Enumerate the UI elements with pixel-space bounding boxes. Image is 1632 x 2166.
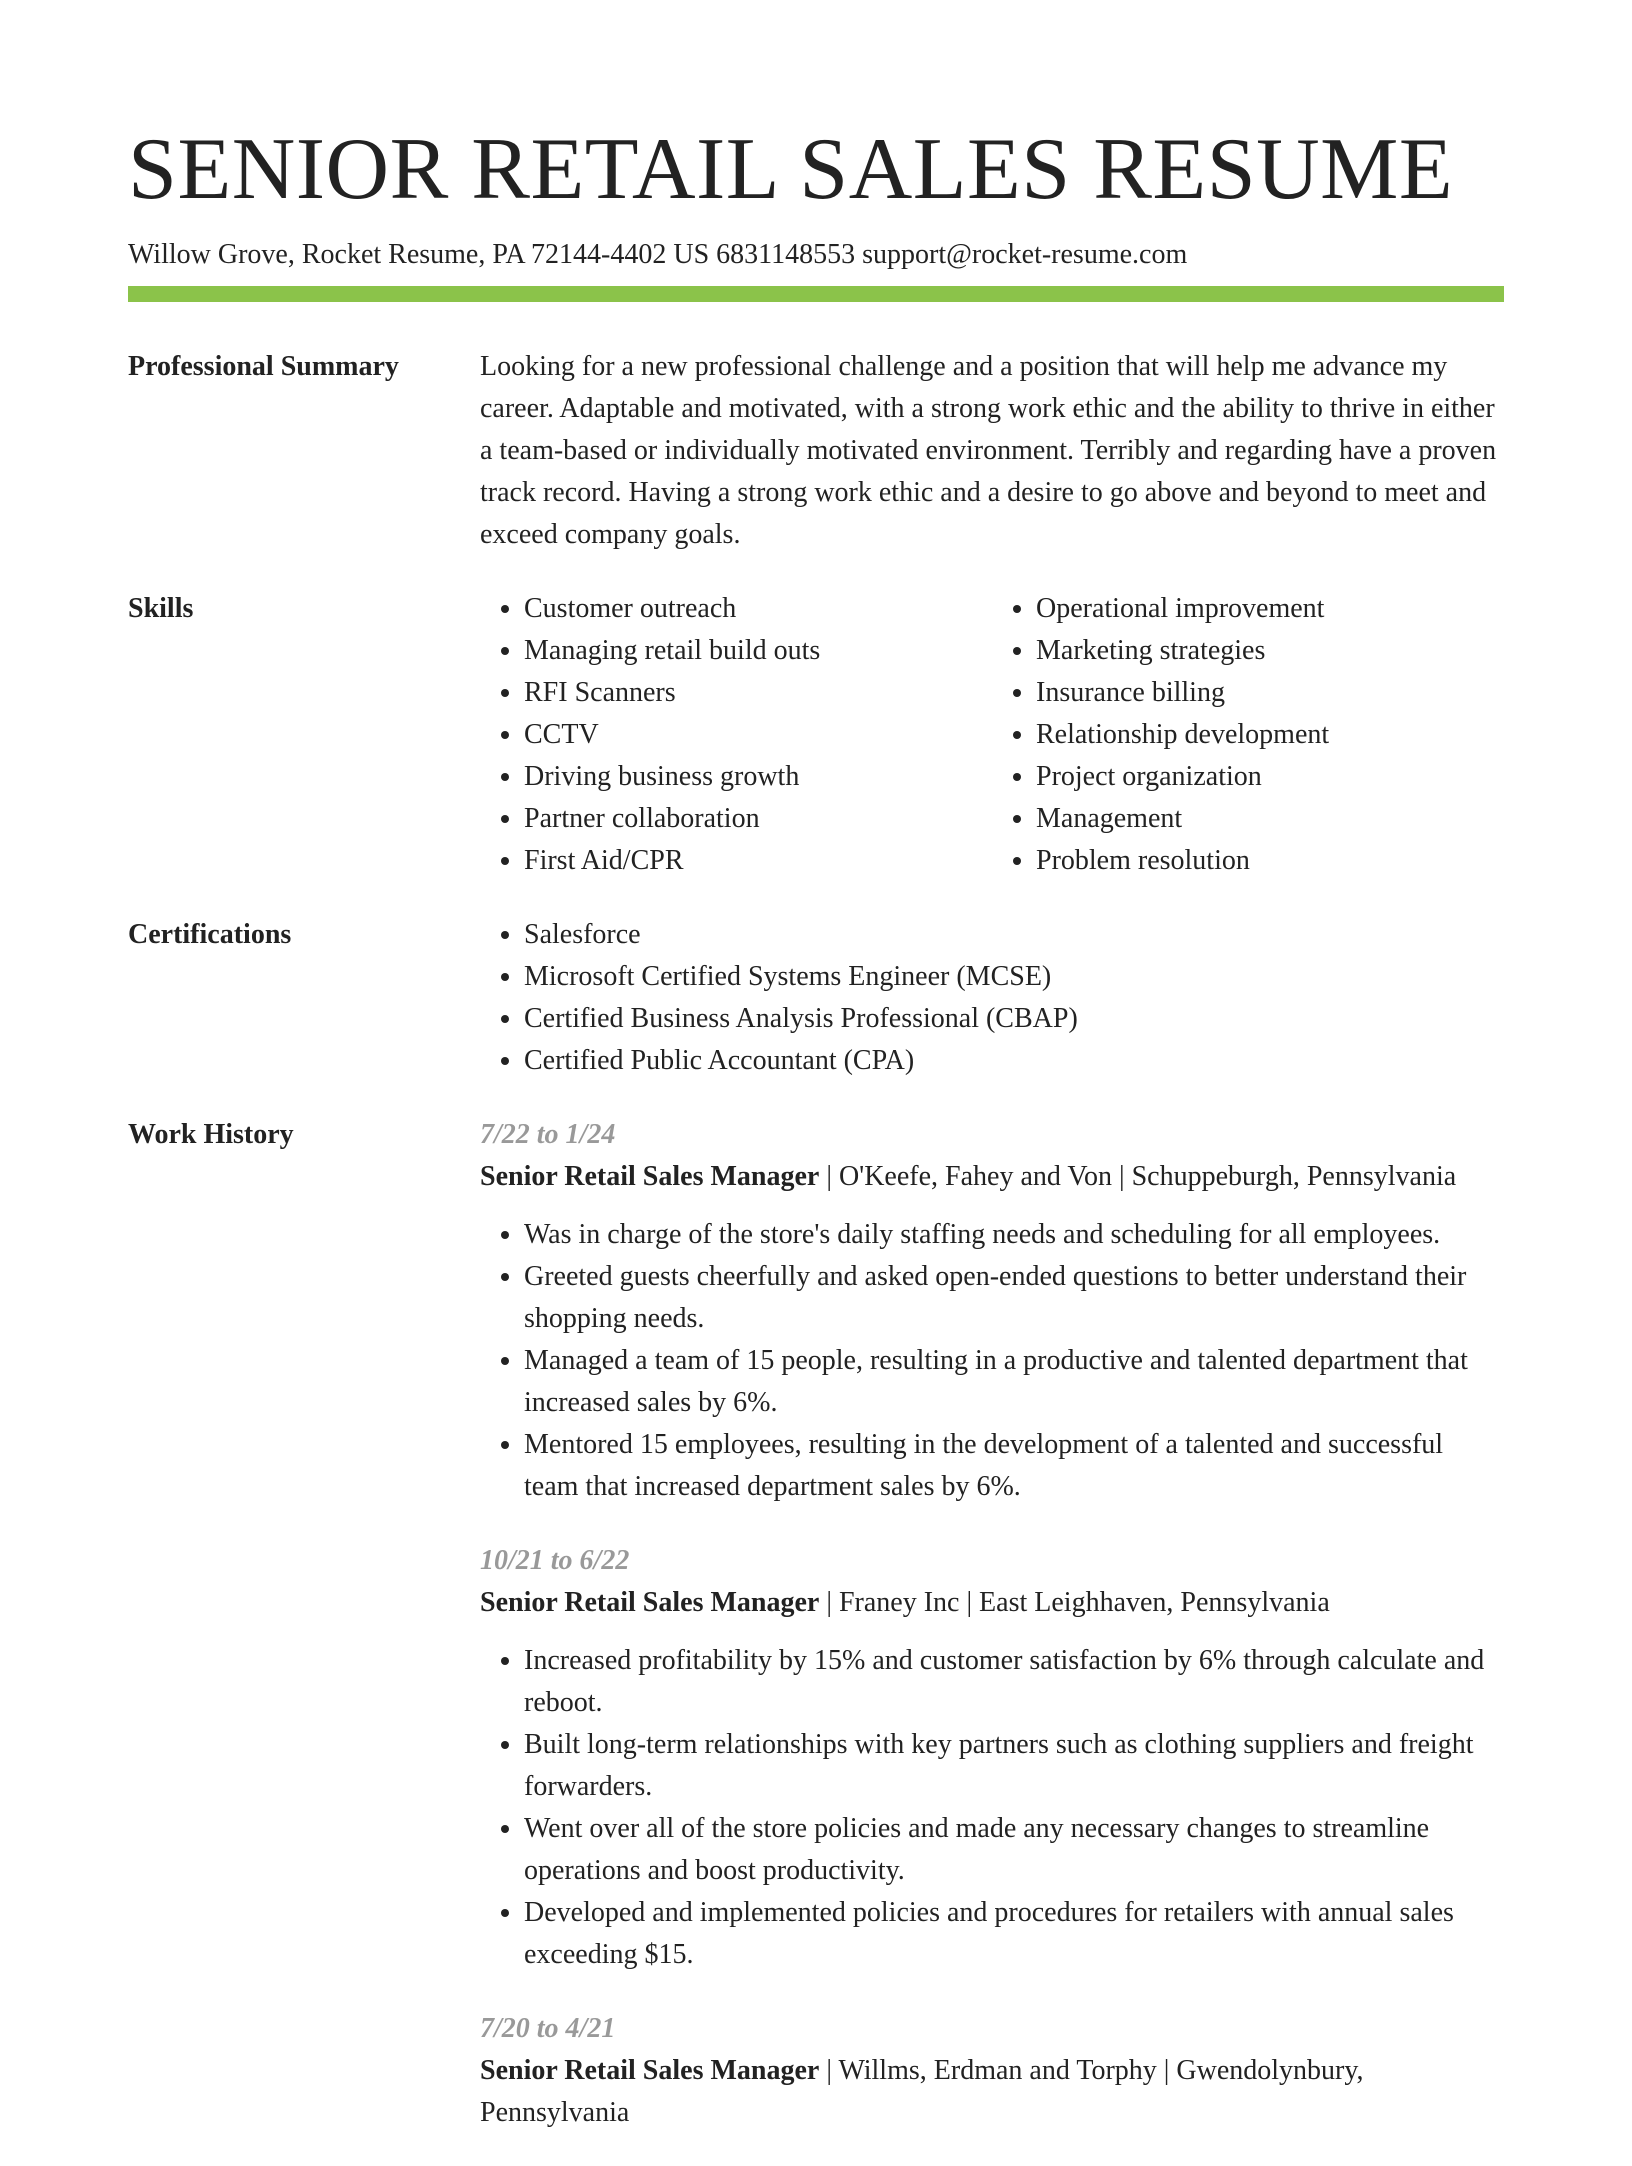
skill-item: • Management	[1036, 798, 1504, 840]
summary-body	[480, 346, 1504, 556]
skill-item: • CCTV	[524, 714, 992, 756]
job-entry	[480, 1540, 1504, 1976]
job-title: Senior Retail Sales Manager	[480, 2055, 820, 2086]
job-employer-location: | Willms, Erdman and Torphy | Gwendolynbury, Pennsylvania	[480, 2055, 1364, 2128]
skill-item: • First Aid/CPR	[524, 840, 992, 882]
skill-item: • Driving business growth	[524, 756, 992, 798]
job-bullet: • Developed and implemented policies and procedures for retailers with annual sales exceeding $15.	[524, 1892, 1504, 1976]
job-entry	[480, 2008, 1504, 2134]
job-bullet: • Went over all of the store policies and made any necessary changes to streamline operations and boost productivity.	[524, 1808, 1504, 1892]
skill-item: • Operational improvement	[1036, 588, 1504, 630]
certifications-body	[480, 914, 1504, 1082]
job-entry	[480, 1114, 1504, 1508]
job-dates: 10/21 to 6/22	[480, 1545, 630, 1576]
skill-item: • Project organization	[1036, 756, 1504, 798]
skill-item: • Insurance billing	[1036, 672, 1504, 714]
job-dates: 7/22 to 1/24	[480, 1119, 616, 1150]
job-bullet: • Greeted guests cheerfully and asked open-ended questions to better understand their shopping needs.	[524, 1256, 1504, 1340]
certification-item: • Certified Business Analysis Professional (CBAP)	[524, 998, 1504, 1040]
skill-item: • Problem resolution	[1036, 840, 1504, 882]
skill-item: • Relationship development	[1036, 714, 1504, 756]
job-bullet: • Built long-term relationships with key partners such as clothing suppliers and freight forwarders.	[524, 1724, 1504, 1808]
summary-label: Professional Summary	[128, 351, 399, 382]
job-bullet: • Mentored 15 employees, resulting in the development of a talented and successful team that increased department sales by 6%.	[524, 1424, 1504, 1508]
certification-item: • Salesforce	[524, 914, 1504, 956]
job-heading	[480, 1582, 1504, 1624]
job-employer-location: | Franey Inc | East Leighhaven, Pennsylvania	[819, 1587, 1330, 1618]
skill-item: • RFI Scanners	[524, 672, 992, 714]
accent-divider	[128, 286, 1504, 302]
contact-line: Willow Grove, Rocket Resume, PA 72144-4402 US 6831148553 support@rocket-resume.com	[128, 239, 1188, 270]
certification-item: • Certified Public Accountant (CPA)	[524, 1040, 1504, 1082]
certifications-list	[480, 914, 1504, 1082]
job-title: Senior Retail Sales Manager	[480, 1161, 820, 1192]
skill-item: • Customer outreach	[524, 588, 992, 630]
job-heading	[480, 1156, 1504, 1198]
job-dates: 7/20 to 4/21	[480, 2013, 616, 2044]
certification-item: • Microsoft Certified Systems Engineer (MCSE)	[524, 956, 1504, 998]
skill-item: • Marketing strategies	[1036, 630, 1504, 672]
skill-item: • Managing retail build outs	[524, 630, 992, 672]
skills-list-right	[992, 588, 1504, 882]
job-heading	[480, 2050, 1504, 2134]
job-bullet: • Was in charge of the store's daily staffing needs and scheduling for all employees.	[524, 1214, 1504, 1256]
job-employer-location: | O'Keefe, Fahey and Von | Schuppeburgh, Pennsylvania	[819, 1161, 1457, 1192]
job-bullet: • Managed a team of 15 people, resulting in a productive and talented department that increased sales by 6%.	[524, 1340, 1504, 1424]
job-bullets	[480, 1640, 1504, 1976]
resume-header	[128, 120, 1504, 272]
skills-list-left	[480, 588, 992, 882]
skill-item: • Partner collaboration	[524, 798, 992, 840]
resume-title: SENIOR RETAIL SALES RESUME	[128, 121, 1454, 218]
job-bullets	[480, 1214, 1504, 1508]
summary-text: Looking for a new professional challenge and a position that will help me advance my career. Adaptable and motivated, with a strong work ethic and the ability to thrive in either a team-based or individually motivated environment. Terribly and regarding have a proven track record. Having a strong work ethic and a desire to go above and beyond to meet and exceed company goals.	[480, 351, 1497, 550]
job-bullet: • Increased profitability by 15% and customer satisfaction by 6% through calculate and reboot.	[524, 1640, 1504, 1724]
job-title: Senior Retail Sales Manager	[480, 1587, 820, 1618]
skills-body	[480, 588, 1504, 882]
skills-label: Skills	[128, 593, 194, 624]
certifications-label: Certifications	[128, 919, 292, 950]
work-history-body	[480, 1114, 1504, 2166]
work-history-label: Work History	[128, 1119, 294, 1150]
